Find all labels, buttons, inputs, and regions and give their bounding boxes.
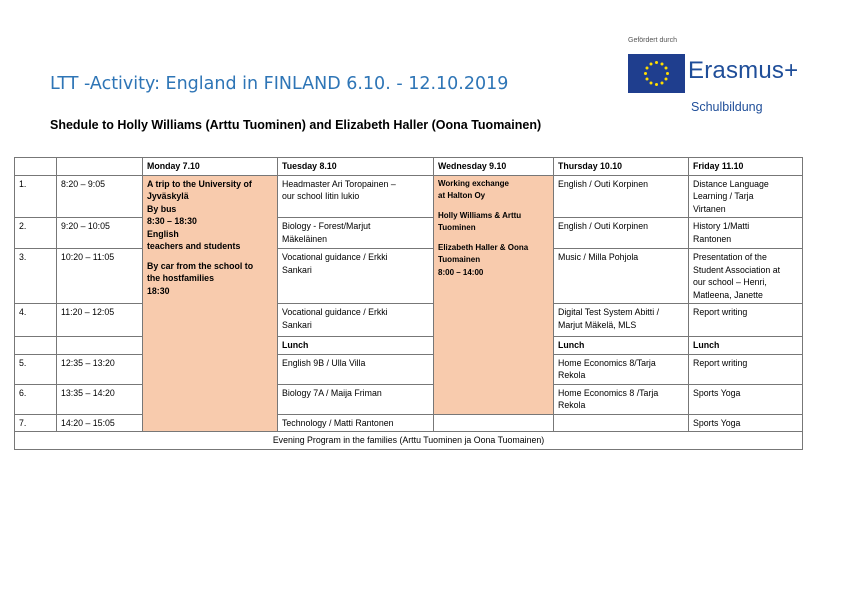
monday-line: the hostfamilies	[147, 273, 214, 283]
friday-cell: Sports Yoga	[689, 414, 803, 432]
cell-line: Sankari	[282, 319, 312, 330]
evening-program: Evening Program in the families (Arttu Tuominen ja Oona Tuomainen)	[15, 432, 803, 450]
cell-line: Vocational guidance / Erkki	[282, 252, 388, 262]
day-header-friday: Friday 11.10	[689, 158, 803, 176]
wednesday-line: Working exchange	[438, 178, 509, 188]
friday-cell: Report writing	[689, 354, 803, 384]
period-number: 4.	[15, 304, 57, 337]
table-row	[15, 249, 803, 304]
eu-flag-icon	[628, 54, 685, 93]
day-header-thursday: Thursday 10.10	[554, 158, 689, 176]
cell-line: Virtanen	[693, 203, 726, 214]
period-time: 13:35 – 14:20	[57, 384, 143, 414]
period-time: 8:20 – 9:05	[57, 175, 143, 218]
monday-line: 18:30	[147, 285, 170, 296]
day-header-monday: Monday 7.10	[143, 158, 278, 176]
period-time: 10:20 – 11:05	[57, 249, 143, 304]
tuesday-cell	[278, 249, 434, 304]
erasmus-brand-text: Erasmus+	[688, 57, 799, 84]
period-number	[15, 337, 57, 355]
tuesday-cell: Biology 7A / Maija Friman	[278, 384, 434, 414]
tuesday-cell: Technology / Matti Rantonen	[278, 414, 434, 432]
period-time	[57, 337, 143, 355]
cell-line: Vocational guidance / Erkki	[282, 307, 388, 317]
cell-line: Student Association at	[693, 264, 781, 275]
thursday-cell	[554, 384, 689, 414]
thursday-cell: English / Outi Korpinen	[554, 218, 689, 249]
wednesday-line: Tuominen	[438, 223, 476, 232]
cell-line: Digital Test System Abitti /	[558, 307, 660, 317]
wednesday-line: Tuomainen	[438, 255, 481, 264]
friday-cell: Report writing	[689, 304, 803, 337]
header-cell-empty	[15, 158, 57, 176]
monday-line: 8:30 – 18:30	[147, 216, 197, 226]
page-subtitle: Shedule to Holly Williams (Arttu Tuominen) and Elizabeth Haller (Oona Tuomainen)	[50, 118, 542, 132]
tuesday-cell: English 9B / Ulla Villa	[278, 354, 434, 384]
friday-cell	[689, 218, 803, 249]
day-header-tuesday: Tuesday 8.10	[278, 158, 434, 176]
thursday-lunch: Lunch	[554, 337, 689, 355]
table-row	[15, 175, 803, 218]
evening-row	[15, 432, 803, 450]
lunch-row	[15, 337, 803, 355]
monday-line: By car from the school to	[147, 260, 254, 271]
monday-line: teachers and students	[147, 241, 241, 251]
schulbildung-text: Schulbildung	[691, 100, 763, 114]
thursday-cell	[554, 304, 689, 337]
wednesday-line: 8:00 – 14:00	[438, 267, 484, 277]
erasmus-logo	[622, 32, 820, 118]
table-header-row	[15, 158, 803, 176]
page-title: LTT -Activity: England in FINLAND 6.10. - 12.10.2019	[50, 74, 509, 94]
table-row	[15, 304, 803, 337]
period-number: 1.	[15, 175, 57, 218]
cell-line: Distance Language	[693, 178, 769, 189]
cell-line: Headmaster Ari Toropainen –	[282, 178, 396, 189]
cell-line: Marjut Mäkelä, MLS	[558, 319, 637, 330]
wednesday-exchange-cell	[434, 175, 554, 414]
friday-lunch: Lunch	[689, 337, 803, 355]
wednesday-line: Elizabeth Haller & Oona	[438, 242, 529, 252]
cell-line: our school – Henri,	[693, 277, 767, 287]
table-row	[15, 384, 803, 414]
cell-line: Presentation of the	[693, 252, 767, 262]
period-time: 12:35 – 13:20	[57, 354, 143, 384]
monday-line: English	[147, 228, 179, 239]
thursday-cell	[554, 414, 689, 432]
friday-cell	[689, 175, 803, 218]
table-row	[15, 354, 803, 384]
period-time: 14:20 – 15:05	[57, 414, 143, 432]
tuesday-cell	[278, 304, 434, 337]
cell-line: Sankari	[282, 264, 312, 275]
cell-line: our school Iitin lukio	[282, 191, 360, 201]
header-cell-empty	[57, 158, 143, 176]
period-time: 9:20 – 10:05	[57, 218, 143, 249]
wednesday-line: Holly Williams & Arttu	[438, 210, 522, 220]
tuesday-cell	[278, 175, 434, 218]
monday-line: By bus	[147, 203, 177, 214]
schedule-table	[14, 157, 803, 450]
cell-line: Home Economics 8/Tarja	[558, 357, 656, 368]
funded-by-text: Gefördert durch	[628, 37, 678, 44]
cell-line: Rekola	[558, 400, 586, 410]
wednesday-cell	[434, 414, 554, 432]
period-number: 5.	[15, 354, 57, 384]
period-number: 7.	[15, 414, 57, 432]
cell-line: Matleena, Janette	[693, 289, 763, 300]
period-number: 2.	[15, 218, 57, 249]
monday-line: A trip to the University of	[147, 178, 252, 189]
tuesday-cell	[278, 218, 434, 249]
cell-line: Home Economics 8 /Tarja	[558, 387, 659, 398]
thursday-cell: English / Outi Korpinen	[554, 175, 689, 218]
cell-line: Biology - Forest/Marjut	[282, 221, 371, 231]
thursday-cell: Music / Milla Pohjola	[554, 249, 689, 304]
thursday-cell	[554, 354, 689, 384]
wednesday-line: at Halton Oy	[438, 191, 486, 200]
cell-line: Rekola	[558, 370, 586, 380]
period-number: 6.	[15, 384, 57, 414]
period-time: 11:20 – 12:05	[57, 304, 143, 337]
table-row	[15, 414, 803, 432]
cell-line: History 1/Matti	[693, 221, 750, 231]
cell-line: Learning / Tarja	[693, 191, 754, 201]
table-row	[15, 218, 803, 249]
cell-line: Mäkeläinen	[282, 233, 327, 244]
monday-line: Jyväskylä	[147, 191, 189, 201]
monday-trip-cell	[143, 175, 278, 432]
period-number: 3.	[15, 249, 57, 304]
day-header-wednesday: Wednesday 9.10	[434, 158, 554, 176]
friday-cell	[689, 249, 803, 304]
friday-cell: Sports Yoga	[689, 384, 803, 414]
tuesday-lunch: Lunch	[278, 337, 434, 355]
cell-line: Rantonen	[693, 233, 732, 244]
